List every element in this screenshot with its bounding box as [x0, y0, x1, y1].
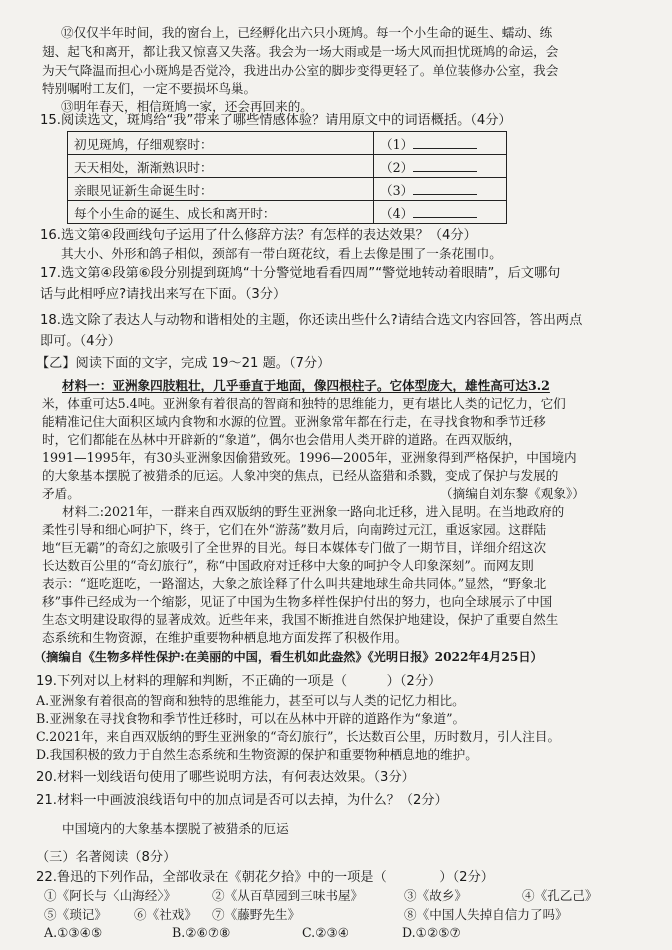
- q22-work-1: ①《阿长与〈山海经〉》: [44, 888, 177, 903]
- material1-line-3: 能精准记住大面积区域内食物和水源的位置。亚洲象常年都在行走，在寻找食物和季节迁移: [42, 414, 546, 429]
- table-row: [68, 178, 507, 201]
- question-19: 19.下列对以上材料的理解和判断，不正确的一项是（ ）（2分）: [36, 674, 442, 689]
- material1-line-2: 米，体重可达5.4吨。亚洲象有着很高的智商和独特的思维能力，更有堪比人类的记忆力，它们: [42, 396, 566, 411]
- answer-blank[interactable]: [413, 205, 477, 218]
- material2-line-6: 移”事件已经成为一个缩影，见证了中国为生物多样性保护付出的努力，也向全球展示了中国: [42, 594, 553, 609]
- answer-blank[interactable]: [413, 182, 477, 195]
- table-row: [68, 132, 507, 155]
- q21-quote: 中国境内的大象基本摆脱了被猎杀的厄运: [62, 821, 289, 836]
- section-yi-heading: 【乙】阅读下面的文字，完成 19～21 题。（7分）: [36, 356, 331, 371]
- material2-source: （摘编自《生物多样性保护:在美丽的中国，看生机如此盎然》《光明日报》2022年4月25日）: [34, 650, 543, 664]
- table-cell-left: 亲眼见证新生命诞生时：: [68, 178, 374, 201]
- question-20: 20.材料一划线语句使用了哪些说明方法，有何表达效果。（3分）: [36, 770, 415, 785]
- question-17-line-1: 17.选文第④段第⑥段分别提到斑鸠“十分警觉地看看四周”“警觉地转动着眼睛”，后文哪句: [40, 266, 561, 281]
- material2-line-7: 生态文明建设取得的显著成效。近些年来，我国不断推进自然保护地建设，保护了重要自然生: [42, 612, 559, 627]
- para12-line-1: ⑫仅仅半年时间，我的窗台上，已经孵化出六只小斑鸠。每一个小生命的诞生、蠕动、练: [61, 25, 553, 40]
- material1-line-5: 1991—1995年，有30头亚洲象因偷猎致死。1996—2005年，亚洲象得到严格保护，中国境内: [42, 450, 577, 465]
- q19-option-d[interactable]: D.我国积极的致力于自然生态系统和生物资源的保护和重要物种栖息地的维护。: [36, 747, 478, 762]
- q22-choice-c[interactable]: C.②③④: [302, 925, 350, 940]
- table-cell-left: 初见斑鸠，仔细观察时：: [68, 132, 374, 155]
- material2-line-3: 地“巨无霸”的奇幻之旅吸引了全世界的目光。每日本媒体专门做了一期节目，详细介绍这次: [42, 540, 547, 555]
- q19-option-c[interactable]: C.2021年，来自西双版纳的野生亚洲象的“奇幻旅行”，长达数百公里，历时数月，引人注目。: [36, 729, 561, 744]
- q22-choice-b[interactable]: B.②⑥⑦⑧: [172, 925, 231, 940]
- table-cell-left: 每个小生命的诞生、成长和离开时：: [68, 201, 374, 224]
- q16-quote: 其大小、外形和鸽子相似，颈部有一带白斑花纹，看上去像是围了一条花围巾。: [61, 246, 502, 261]
- question-18-line-1: 18.选文除了表达人与动物和谐相处的主题，你还读出些什么?请结合选文内容回答，答出两点: [40, 313, 583, 328]
- material1-source: （摘编自刘东黎《观象》）: [440, 486, 585, 501]
- question-16: 16.选文第④段画线句子运用了什么修辞方法？有怎样的表达效果？（4分）: [40, 228, 477, 243]
- answer-number: （2）: [380, 159, 414, 175]
- q22-choice-d[interactable]: D.①②⑤⑦: [402, 925, 461, 940]
- q22-work-8: ⑧《中国人失掉自信力了吗》: [404, 907, 568, 922]
- section-3-heading: （三）名著阅读（8分）: [36, 850, 177, 865]
- material2-line-8: 态系统和生物资源，在维护重要物种栖息地方面发挥了积极作用。: [42, 630, 408, 645]
- para12-line-3: 为天气降温而担心小斑鸠是否觉冷，我进出办公室的脚步变得更轻了。单位装修办公室，我会: [42, 63, 559, 78]
- material2-line-1: 材料二:2021年，一群来自西双版纳的野生亚洲象一路向北迁移，进入昆明。在当地政府的: [62, 504, 565, 519]
- para12-line-2: 翅、起飞和离开，都让我又惊喜又失落。我会为一场大雨或是一场大风而担忧斑鸠的命运，会: [42, 44, 559, 59]
- question-22: 22.鲁迅的下列作品，全部收录在《朝花夕拾》中的一项是（ ）（2分）: [36, 870, 494, 885]
- table-cell-right: [374, 132, 507, 155]
- material2-line-4: 长达数百公里的“奇幻旅行”，称“中国政府对迁移中大象的呵护令人印象深刻”。而网友則: [42, 558, 534, 573]
- question-15: 15.阅读选文，斑鸠给“我”带来了哪些情感体验？请用原文中的词语概括。（4分）: [40, 113, 512, 128]
- q19-option-a[interactable]: A.亚洲象有着很高的智商和独特的思维能力，甚至可以与人类的记忆力相比。: [36, 693, 465, 708]
- answer-number: （4）: [380, 205, 414, 221]
- table-row: [68, 155, 507, 178]
- answer-blank[interactable]: [413, 136, 477, 149]
- q22-work-2: ②《从百草园到三味书屋》: [212, 888, 364, 903]
- q22-work-6: ⑥《社戏》: [134, 907, 197, 922]
- q22-choice-a[interactable]: A.①③④⑤: [44, 925, 103, 940]
- table-cell-left: 天天相处，渐渐熟识时：: [68, 155, 374, 178]
- q15-table: [67, 131, 507, 224]
- q19-option-b[interactable]: B.亚洲象在寻找食物和季节性迁移时，可以在丛林中开辟的道路作为“象道”。: [36, 711, 466, 726]
- table-cell-right: [374, 178, 507, 201]
- q22-work-4: ④《孔乙己》: [522, 888, 598, 903]
- para13: ⑬明年春天，相信斑鸠一家，还会再回来的。: [61, 99, 313, 114]
- answer-number: （3）: [380, 182, 414, 198]
- material1-line-6: 的大象基本摆脱了被猎杀的厄运。人象冲突的焦点，已经从盗猎和杀戮，变成了保护与发展的: [42, 468, 559, 483]
- answer-number: （1）: [380, 136, 414, 152]
- answer-blank[interactable]: [413, 159, 477, 172]
- table-cell-right: [374, 201, 507, 224]
- material2-line-5: 表示：“逛吃逛吃，一路溜达，大象之旅诠释了什么叫共建地球生命共同体。”显然，“野象北: [42, 576, 547, 591]
- material2-line-2: 柔性引导和细心呵护下，终于，它们在外“游荡”数月后，向南跨过元江，重返家园。这群陆: [42, 522, 547, 537]
- q22-work-3: ③《故乡》: [404, 888, 467, 903]
- material1-line-1: 材料一：亚洲象四肢粗壮，几乎垂直于地面，像四根柱子。它体型庞大，雄性高可达3.2: [62, 378, 550, 393]
- material1-line-4: 时，它们都能在丛林中开辟新的“象道”，偶尔也会借用人类开辟的道路。在西双版纳，: [42, 432, 521, 447]
- question-18-line-2: 即可。（4分）: [40, 334, 121, 349]
- q22-work-5: ⑤《琐记》: [44, 907, 107, 922]
- table-row: [68, 201, 507, 224]
- para12-line-4: 特别嘱咐工友们，一定不要损坏鸟巢。: [42, 81, 257, 96]
- table-cell-right: [374, 155, 507, 178]
- q22-work-7: ⑦《藤野先生》: [212, 907, 301, 922]
- material1-line-7: 矛盾。: [42, 486, 80, 501]
- question-17-line-2: 话与此相呼应?请找出来写在下面。（3分）: [40, 287, 287, 302]
- question-21: 21.材料一中画波浪线语句中的加点词是否可以去掉，为什么？（2分）: [36, 793, 448, 808]
